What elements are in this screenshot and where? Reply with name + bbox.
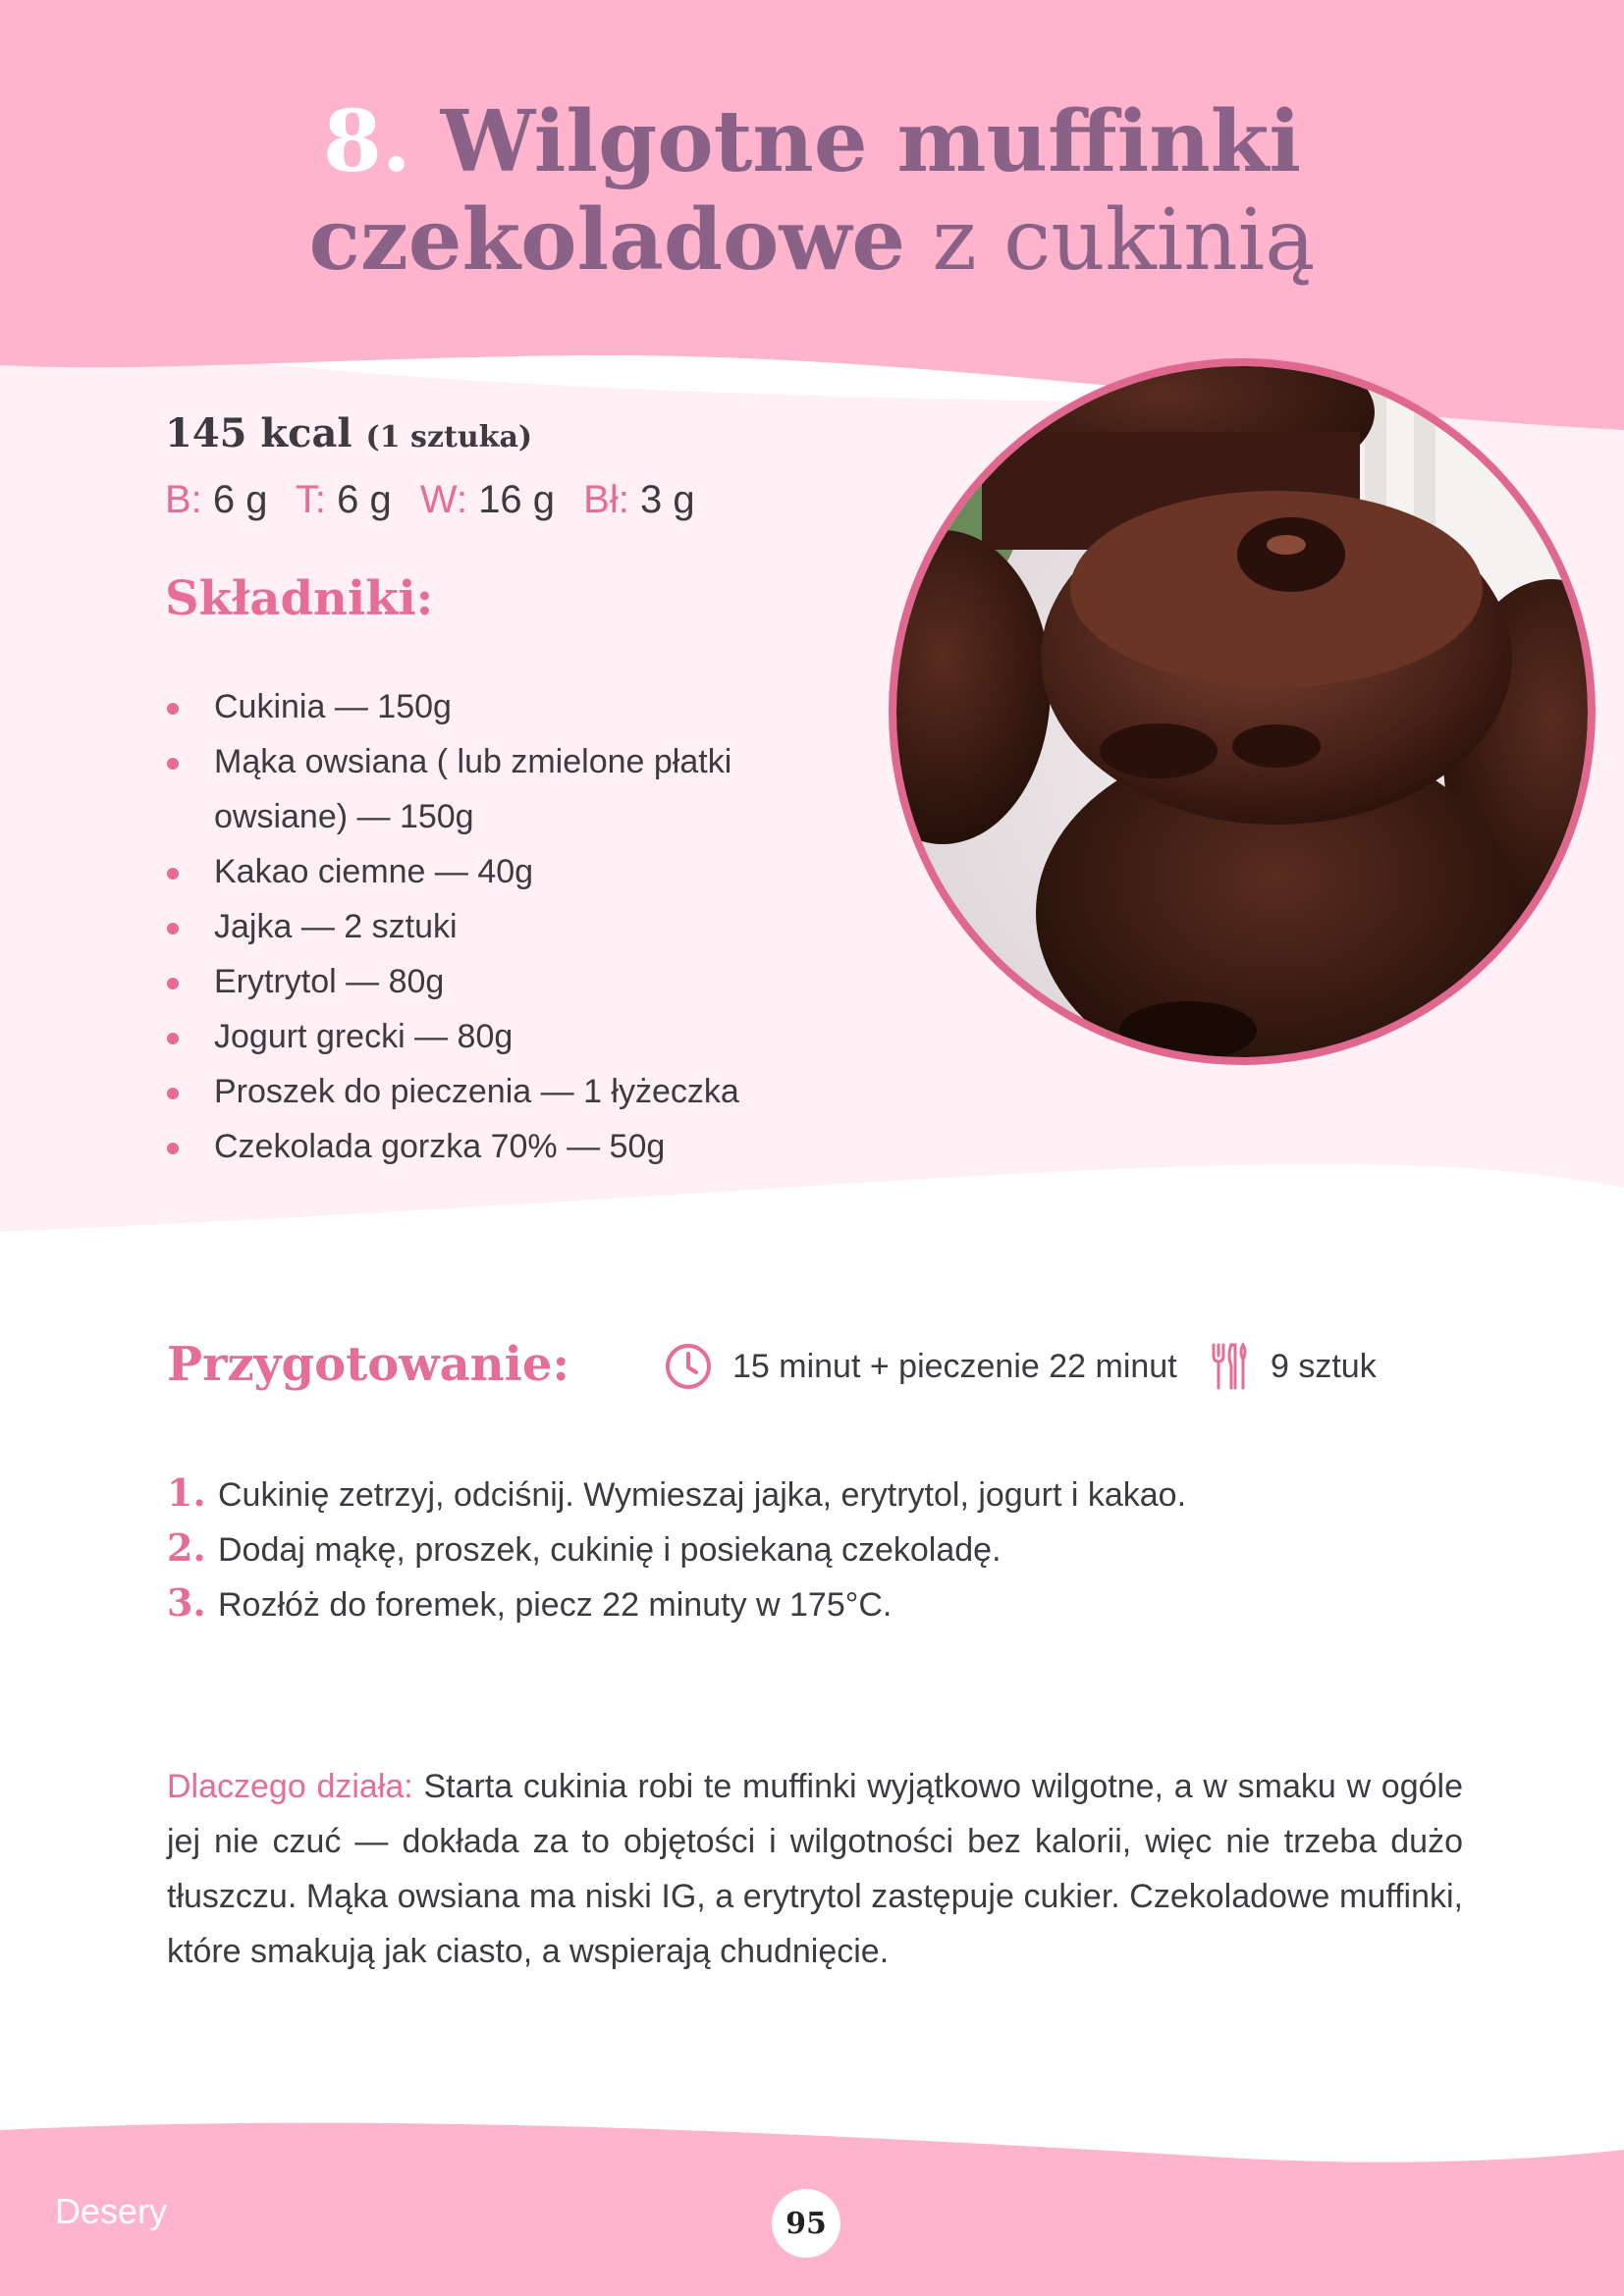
servings-info xyxy=(1210,1337,1377,1396)
clock-icon xyxy=(664,1342,713,1391)
title-line-1: Wilgotne muffinki xyxy=(440,92,1302,191)
calories-value: 145 kcal xyxy=(165,410,352,456)
preparation-steps xyxy=(167,1470,1492,1635)
ingredient-item: Czekolada gorzka 70% — 50g xyxy=(165,1119,774,1174)
macro-label-protein: B: xyxy=(165,478,202,521)
macro-value-protein: 6 g xyxy=(212,478,268,521)
macro-label-fiber: Bł: xyxy=(583,478,629,521)
why-it-works xyxy=(167,1759,1463,1979)
why-label: Dlaczego działa: xyxy=(167,1768,413,1805)
title-line-2-light: z cukinią xyxy=(905,191,1316,290)
macros xyxy=(165,478,695,522)
macro-value-fiber: 3 g xyxy=(639,478,695,521)
macro-label-carbs: W: xyxy=(419,478,468,521)
step-number: 3. xyxy=(167,1580,206,1625)
preparation-title: Przygotowanie: xyxy=(167,1337,570,1392)
macro-label-fat: T: xyxy=(295,478,327,521)
ingredient-item: Kakao ciemne — 40g xyxy=(165,844,774,899)
why-text: Starta cukinia robi te muffinki wyjątkowo wilgotne, a w smaku w ogóle jej nie czuć — dokłada za to objętości i wilgotności bez kalorii, więc nie trzeba dużo tłuszczu. Mąka owsiana ma niski IG, a erytrytol zastępuje cukier. Czekoladowe muffinki, które smakują jak ciasto, a wspierają chudnięcie. xyxy=(167,1768,1463,1970)
macro-value-fat: 6 g xyxy=(337,478,392,521)
step-text: Rozłóż do foremek, piecz 22 minuty w 175°C. xyxy=(218,1586,893,1624)
ingredient-item: Cukinia — 150g xyxy=(165,679,774,734)
time-text: 15 minut + pieczenie 22 minut xyxy=(732,1347,1177,1385)
time-info xyxy=(664,1337,1177,1396)
recipe-title xyxy=(0,93,1624,290)
calories-unit: (1 sztuka) xyxy=(365,420,533,454)
ingredient-item: Erytrytol — 80g xyxy=(165,954,774,1009)
page-number: 95 xyxy=(772,2189,840,2258)
ingredient-item: Proszek do pieczenia — 1 łyżeczka xyxy=(165,1064,774,1119)
step-number: 1. xyxy=(167,1470,206,1515)
calories xyxy=(165,410,532,456)
ingredient-item: Jajka — 2 sztuki xyxy=(165,899,774,954)
ingredient-item: Mąka owsiana ( lub zmielone płatki owsiane) — 150g xyxy=(165,734,774,844)
step-item xyxy=(167,1580,1492,1635)
step-item xyxy=(167,1470,1492,1525)
title-line-2-bold: czekoladowe xyxy=(308,190,906,290)
ingredient-item: Jogurt grecki — 80g xyxy=(165,1009,774,1064)
step-text: Dodaj mąkę, proszek, cukinię i posiekaną czekoladę. xyxy=(218,1531,1001,1569)
ingredients-title: Składniki: xyxy=(165,571,434,626)
servings-text: 9 sztuk xyxy=(1271,1347,1377,1385)
footer-section-name: Desery xyxy=(55,2191,168,2231)
ingredients-list xyxy=(165,679,774,1174)
step-text: Cukinię zetrzyj, odciśnij. Wymieszaj jajka, erytrytol, jogurt i kakao. xyxy=(218,1476,1187,1514)
step-number: 2. xyxy=(167,1525,206,1570)
step-item xyxy=(167,1525,1492,1580)
recipe-number: 8. xyxy=(322,92,411,191)
cutlery-icon xyxy=(1210,1342,1251,1391)
macro-value-carbs: 16 g xyxy=(478,478,556,521)
